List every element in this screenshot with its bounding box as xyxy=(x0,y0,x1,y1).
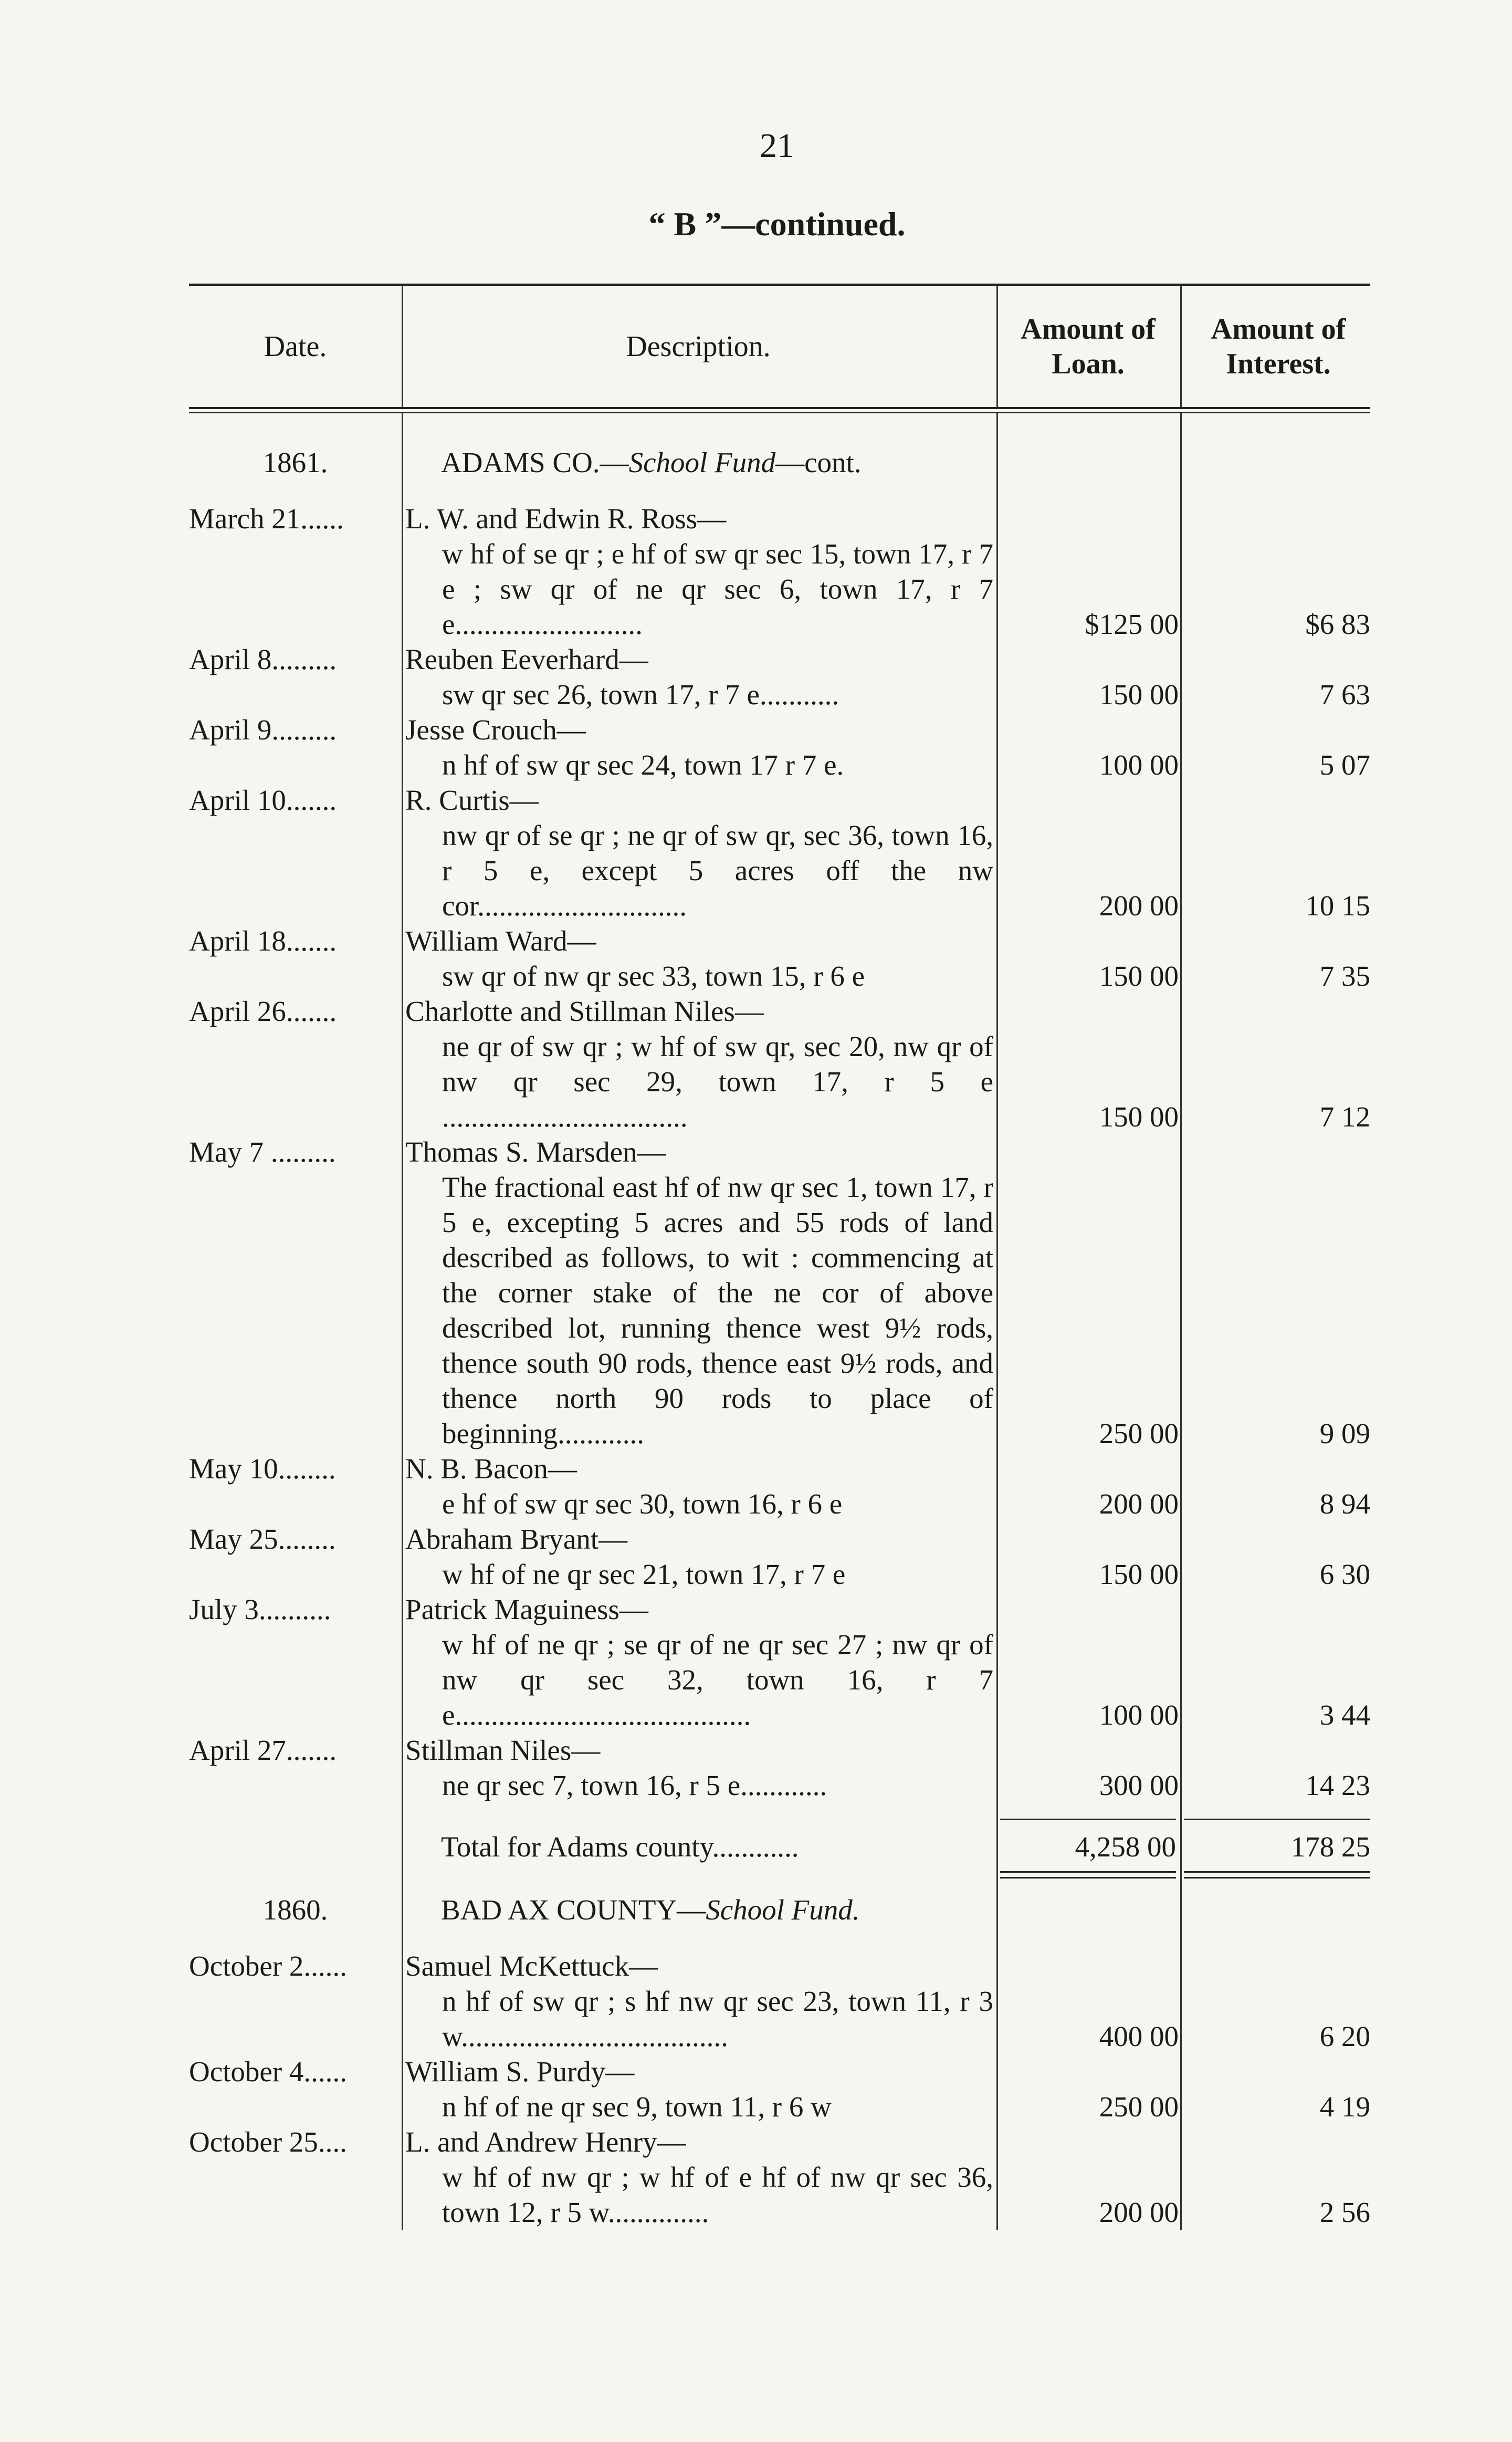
table-row xyxy=(189,994,1370,1134)
entry-date: May 25........ xyxy=(189,1523,336,1555)
loan-amount: 150 00 xyxy=(1099,679,1179,711)
entry-date: October 25.... xyxy=(189,2126,347,2158)
land-description: n hf of sw qr sec 24, town 17 r 7 e. xyxy=(442,749,844,781)
header-date: Date. xyxy=(264,330,327,363)
interest-amount: 7 35 xyxy=(1319,960,1370,992)
spacer xyxy=(189,413,1370,445)
loan-amount: $125 00 xyxy=(1085,608,1179,640)
entry-date: April 18....... xyxy=(189,925,337,957)
entry-date: April 27....... xyxy=(189,1734,337,1766)
loan-amount: 100 00 xyxy=(1099,749,1179,781)
entry-date: May 10........ xyxy=(189,1453,336,1485)
entry-description xyxy=(405,782,993,923)
loan-amount: 250 00 xyxy=(1099,2091,1179,2123)
section-county-heading xyxy=(441,1892,992,1927)
total-rule xyxy=(1184,1819,1370,1820)
column-divider xyxy=(1180,413,1182,2230)
interest-amount: 2 56 xyxy=(1319,2196,1370,2228)
loan-amount: 150 00 xyxy=(1099,1101,1179,1133)
borrower-name: N. B. Bacon— xyxy=(405,1453,577,1485)
header-loan xyxy=(998,286,1179,407)
header-divider xyxy=(402,286,403,407)
borrower-name: Samuel McKettuck— xyxy=(405,1950,658,1982)
column-divider xyxy=(996,413,998,2230)
total-loan: 4,258 00 xyxy=(1075,1831,1176,1863)
table-row xyxy=(189,1521,1370,1592)
section-suffix: —cont. xyxy=(775,446,862,478)
entry-date: April 10....... xyxy=(189,784,337,816)
spacer xyxy=(189,1803,1370,1819)
total-row xyxy=(189,1819,1370,1876)
loan-amount: 200 00 xyxy=(1099,890,1179,922)
column-divider xyxy=(402,413,403,2230)
borrower-name: Thomas S. Marsden— xyxy=(405,1136,666,1168)
header-rule xyxy=(189,407,1370,409)
interest-amount: $6 83 xyxy=(1305,608,1370,640)
borrower-name: Stillman Niles— xyxy=(405,1734,601,1766)
land-description: sw qr sec 26, town 17, r 7 e........... xyxy=(442,679,839,711)
loan-amount: 150 00 xyxy=(1099,960,1179,992)
page-number: 21 xyxy=(760,127,794,165)
table-header xyxy=(189,286,1370,407)
entry-description xyxy=(405,642,993,712)
section-year: 1861. xyxy=(262,446,328,478)
total-label: Total for Adams county............ xyxy=(441,1831,799,1863)
loan-table xyxy=(189,284,1370,2230)
entry-description xyxy=(405,1733,993,1803)
land-description: The fractional east hf of nw qr sec 1, town 17, r 5 e, excepting 5 acres and 55 rods of land described as follows, to wit : commencing at the corner stake of the ne cor of above described lot, running thence west 9½ rods, thence south 90 rods, thence east 9½ rods, and thence north 90 rods to place of beginning............ xyxy=(442,1171,993,1449)
land-description: ne qr of sw qr ; w hf of sw qr, sec 20, nw qr of nw qr sec 29, town 17, r 5 e .................................. xyxy=(442,1030,993,1133)
spacer xyxy=(189,1876,1370,1892)
table-row xyxy=(189,2054,1370,2124)
borrower-name: L. W. and Edwin R. Ross— xyxy=(405,503,727,535)
entry-date: April 9......... xyxy=(189,714,337,746)
header-interest-line2: Interest. xyxy=(1226,348,1331,380)
entry-description xyxy=(405,712,993,782)
interest-amount: 9 09 xyxy=(1319,1417,1370,1449)
interest-amount: 7 12 xyxy=(1319,1101,1370,1133)
fund-name: School Fund xyxy=(628,446,776,478)
land-description: w hf of ne qr sec 21, town 17, r 7 e xyxy=(442,1558,846,1590)
entry-description xyxy=(405,923,993,994)
borrower-name: Abraham Bryant— xyxy=(405,1523,628,1555)
land-description: w hf of ne qr ; se qr of ne qr sec 27 ; nw qr of nw qr sec 32, town 16, r 7 e......................................... xyxy=(442,1629,993,1731)
entry-description xyxy=(405,2124,993,2230)
land-description: w hf of nw qr ; w hf of e hf of nw qr sec 36, town 12, r 5 w.............. xyxy=(442,2161,993,2228)
header-divider xyxy=(996,286,998,407)
borrower-name: Charlotte and Stillman Niles— xyxy=(405,995,764,1027)
interest-amount: 10 15 xyxy=(1305,890,1370,922)
entry-description xyxy=(405,1451,993,1521)
spacer xyxy=(189,1927,1370,1948)
header-loan-line2: Loan. xyxy=(1052,348,1125,380)
table-row xyxy=(189,642,1370,712)
page-heading: “ B ”—continued. xyxy=(648,205,906,243)
section-year: 1860. xyxy=(262,1894,328,1926)
entry-date: May 7 ......... xyxy=(189,1136,336,1168)
header-divider xyxy=(1180,286,1182,407)
land-description: n hf of ne qr sec 9, town 11, r 6 w xyxy=(442,2091,832,2123)
table-row xyxy=(189,1733,1370,1803)
table-row xyxy=(189,712,1370,782)
interest-amount: 6 20 xyxy=(1319,2020,1370,2052)
table-row xyxy=(189,1948,1370,2054)
table-row xyxy=(189,1451,1370,1521)
entry-date: March 21...... xyxy=(189,503,344,535)
borrower-name: Reuben Eeverhard— xyxy=(405,643,648,675)
loan-amount: 250 00 xyxy=(1099,1417,1179,1449)
section-heading-row xyxy=(189,1892,1370,1927)
land-description: n hf of sw qr ; s hf nw qr sec 23, town 11, r 3 w..................................... xyxy=(442,1985,993,2052)
loan-amount: 200 00 xyxy=(1099,1488,1179,1520)
entry-description xyxy=(405,994,993,1134)
interest-amount: 6 30 xyxy=(1319,1558,1370,1590)
entry-description xyxy=(405,1521,993,1592)
loan-amount: 400 00 xyxy=(1099,2020,1179,2052)
entry-date: April 26....... xyxy=(189,995,337,1027)
loan-amount: 150 00 xyxy=(1099,1558,1179,1590)
borrower-name: Patrick Maguiness— xyxy=(405,1593,648,1625)
borrower-name: William Ward— xyxy=(405,925,596,957)
land-description: ne qr sec 7, town 16, r 5 e............ xyxy=(442,1769,827,1801)
entry-description xyxy=(405,1134,993,1451)
fund-name: School Fund. xyxy=(706,1894,860,1926)
total-interest: 178 25 xyxy=(1290,1831,1370,1863)
loan-amount: 100 00 xyxy=(1099,1699,1179,1731)
table-row xyxy=(189,501,1370,642)
table-row xyxy=(189,782,1370,923)
entry-description xyxy=(405,2054,993,2124)
loan-amount: 200 00 xyxy=(1099,2196,1179,2228)
loan-amount: 300 00 xyxy=(1099,1769,1179,1801)
interest-amount: 8 94 xyxy=(1319,1488,1370,1520)
borrower-name: R. Curtis— xyxy=(405,784,539,816)
table-row xyxy=(189,923,1370,994)
header-interest xyxy=(1186,286,1370,407)
land-description: e hf of sw qr sec 30, town 16, r 6 e xyxy=(442,1488,843,1520)
total-rule xyxy=(1000,1819,1176,1820)
table-body xyxy=(189,413,1370,2230)
borrower-name: William S. Purdy— xyxy=(405,2055,635,2088)
total-double-rule xyxy=(1184,1871,1370,1879)
interest-amount: 7 63 xyxy=(1319,679,1370,711)
entry-description xyxy=(405,1948,993,2054)
entry-description xyxy=(405,501,993,642)
header-loan-line1: Amount of xyxy=(1021,313,1156,346)
interest-amount: 4 19 xyxy=(1319,2091,1370,2123)
header-interest-line1: Amount of xyxy=(1211,313,1346,346)
interest-amount: 3 44 xyxy=(1319,1699,1370,1731)
county-name: BAD AX COUNTY— xyxy=(441,1894,706,1926)
spacer xyxy=(189,480,1370,501)
header-description: Description. xyxy=(626,330,771,363)
interest-amount: 5 07 xyxy=(1319,749,1370,781)
total-double-rule xyxy=(1000,1871,1176,1879)
county-name: ADAMS CO.— xyxy=(441,446,629,478)
entry-date: October 2...... xyxy=(189,1950,347,1982)
land-description: sw qr of nw qr sec 33, town 15, r 6 e xyxy=(442,960,865,992)
entry-date: April 8......... xyxy=(189,643,337,675)
table-row xyxy=(189,1134,1370,1451)
land-description: nw qr of se qr ; ne qr of sw qr, sec 36, town 16, r 5 e, except 5 acres off the nw cor............................. xyxy=(442,819,993,922)
entry-date: July 3.......... xyxy=(189,1593,331,1625)
section-county-heading xyxy=(441,445,992,480)
entry-date: October 4...... xyxy=(189,2055,347,2088)
entry-description xyxy=(405,1592,993,1733)
section-heading-row xyxy=(189,445,1370,480)
borrower-name: Jesse Crouch— xyxy=(405,714,586,746)
table-row xyxy=(189,1592,1370,1733)
interest-amount: 14 23 xyxy=(1305,1769,1370,1801)
borrower-name: L. and Andrew Henry— xyxy=(405,2126,686,2158)
land-description: w hf of se qr ; e hf of sw qr sec 15, town 17, r 7 e ; sw qr of ne qr sec 6, town 17, r 7 e.......................... xyxy=(442,538,993,640)
table-row xyxy=(189,2124,1370,2230)
